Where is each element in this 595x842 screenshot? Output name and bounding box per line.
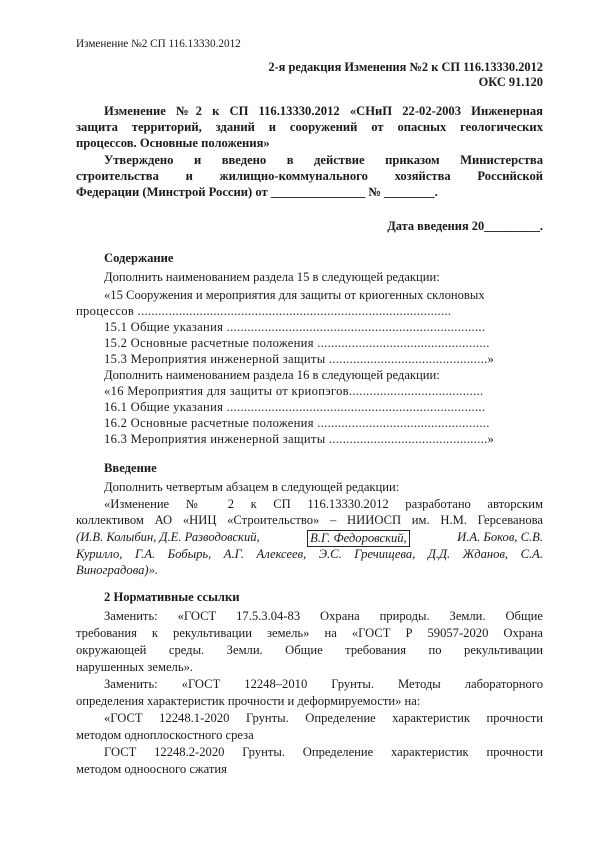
contents-line-1: Дополнить наименованием раздела 15 в следующей редакции:: [104, 270, 440, 284]
edition-line: 2-я редакция Изменения №2 к СП 116.13330.2012: [268, 60, 543, 74]
title-line-3: процессов. Основные положения»: [76, 136, 270, 150]
authors-part-1: (И.В. Колыбин, Д.Е. Разводовский,: [76, 530, 260, 544]
intro-date: Дата введения 20_________.: [387, 219, 543, 233]
approval-line-1: Утверждено и введено в действие приказом Министерства: [104, 153, 543, 167]
normative-p4-line-2: методом одноосного сжатия: [76, 762, 227, 776]
oks-code: ОКС 91.120: [478, 75, 543, 89]
contents-line-10: 16.2 Основные расчетные положения ..................................................: [104, 416, 490, 430]
normative-p3-line-1: «ГОСТ 12248.1-2020 Грунты. Определение характеристик прочности: [104, 711, 543, 725]
contents-line-6: 15.3 Мероприятия инженерной защиты ..............................................»: [104, 352, 495, 366]
contents-line-11: 16.3 Мероприятия инженерной защиты ..............................................»: [104, 432, 495, 446]
introduction-line-4: [76, 530, 543, 547]
authors-part-2: И.А. Боков, С.В.: [457, 530, 543, 544]
running-header: Изменение №2 СП 116.13330.2012: [76, 38, 241, 50]
contents-heading: Содержание: [104, 251, 174, 265]
approval-line-2: строительства и жилищно-коммунального хозяйства Российской: [76, 169, 543, 183]
highlighted-author: В.Г. Федоровский,: [307, 530, 410, 547]
normative-p1-line-3: окружающей среды. Земли. Общие требования по рекультивации: [76, 643, 543, 657]
introduction-line-3: коллективом АО «НИЦ «Строительство» – НИИОСП им. Н.М. Герсеванова: [76, 513, 543, 527]
contents-line-3: процессов ...........................................................................................: [76, 304, 452, 318]
title-line-2: защита территорий, зданий и сооружений от опасных геологических: [76, 120, 543, 134]
normative-heading: 2 Нормативные ссылки: [104, 590, 240, 604]
contents-line-7: Дополнить наименованием раздела 16 в следующей редакции:: [104, 368, 440, 382]
contents-line-8: «16 Мероприятия для защиты от криопэгов.......................................: [104, 384, 484, 398]
contents-line-2: «15 Сооружения и мероприятия для защиты от криогенных склоновых: [104, 288, 485, 302]
contents-line-5: 15.2 Основные расчетные положения ..................................................: [104, 336, 490, 350]
normative-p2-line-2: определения характеристик прочности и деформируемости» на:: [76, 694, 421, 708]
title-line-1: Изменение №2 к СП 116.13330.2012 «СНиП 22-02-2003 Инженерная: [104, 104, 543, 118]
normative-p1-line-4: нарушенных земель».: [76, 660, 194, 674]
introduction-line-1: Дополнить четвертым абзацем в следующей редакции:: [104, 480, 400, 494]
normative-p4-line-1: ГОСТ 12248.2-2020 Грунты. Определение характеристик прочности: [104, 745, 543, 759]
introduction-line-2: «Изменение № 2 к СП 116.13330.2012 разработано авторским: [104, 497, 543, 511]
introduction-line-6: Виноградова)».: [76, 563, 159, 577]
contents-line-4: 15.1 Общие указания ...........................................................................: [104, 320, 486, 334]
contents-line-9: 16.1 Общие указания ...........................................................................: [104, 400, 486, 414]
normative-p2-line-1: Заменить: «ГОСТ 12248–2010 Грунты. Методы лабораторного: [104, 677, 543, 691]
approval-line-3: Федерации (Минстрой России) от _______________ № ________.: [76, 185, 438, 199]
introduction-heading: Введение: [104, 461, 157, 475]
introduction-line-5: Курилло, Г.А. Бобырь, А.Г. Алексеев, Э.С. Гречищева, Д.Д. Жданов, С.А.: [76, 547, 543, 561]
normative-p1-line-2: требования к рекультивации земель» на «ГОСТ Р 59057-2020 Охрана: [76, 626, 543, 640]
normative-p1-line-1: Заменить: «ГОСТ 17.5.3.04-83 Охрана природы. Земли. Общие: [104, 609, 543, 623]
normative-p3-line-2: методом одноплоскостного среза: [76, 728, 254, 742]
